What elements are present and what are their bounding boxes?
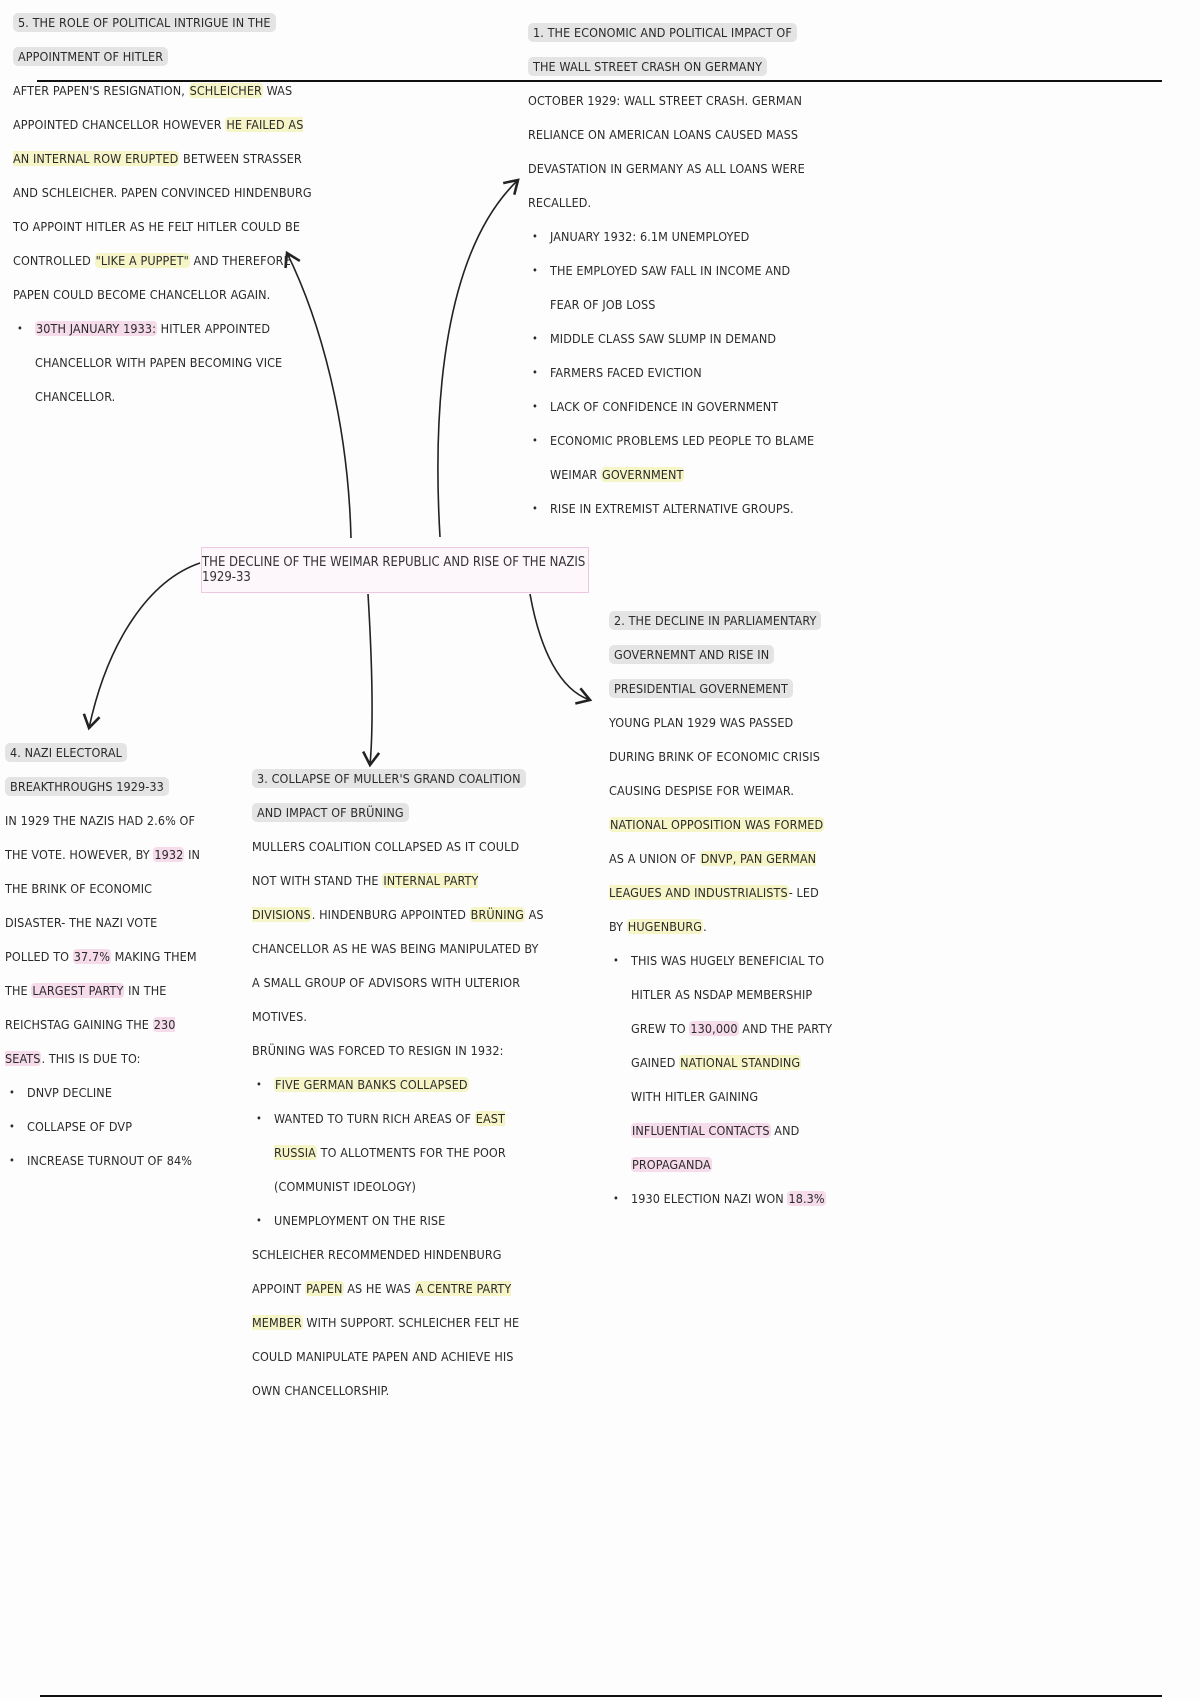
section-5-bullets bbox=[13, 312, 313, 414]
list-item: • MIDDLE CLASS SAW SLUMP IN DEMAND bbox=[528, 322, 818, 356]
section-4-body: IN 1929 THE NAZIS HAD 2.6% OF THE VOTE. HOWEVER, BY 1932 IN THE BRINK OF ECONOMIC DISASTER- THE NAZI VOTE POLLED TO 37.7% MAKING THEM THE LARGEST PARTY IN THE REICHSTAG GAINING THE 230 SEATS. THIS IS DUE TO: bbox=[5, 813, 201, 1066]
list-item: • RISE IN EXTREMIST ALTERNATIVE GROUPS. bbox=[528, 492, 818, 526]
section-3-title: 3. COLLAPSE OF MULLER'S GRAND COALITION AND IMPACT OF BRÜNING bbox=[252, 762, 544, 830]
section-1-title: 1. THE ECONOMIC AND POLITICAL IMPACT OF THE WALL STREET CRASH ON GERMANY bbox=[528, 16, 818, 84]
section-4-bullets bbox=[5, 1076, 205, 1178]
section-4-title: 4. NAZI ELECTORAL BREAKTHROUGHS 1929-33 bbox=[5, 736, 205, 804]
arrow-to-section-2 bbox=[530, 594, 590, 700]
arrow-to-section-4 bbox=[89, 563, 200, 728]
section-2-block bbox=[609, 604, 835, 1216]
section-3-bullets bbox=[252, 1068, 544, 1238]
section-3-para-3: SCHLEICHER RECOMMENDED HINDENBURG APPOINT PAPEN AS HE WAS A CENTRE PARTY MEMBER WITH SUPPORT. SCHLEICHER FELT HE COULD MANIPULATE PAPEN AND ACHIEVE HIS OWN CHANCELLORSHIP. bbox=[252, 1247, 520, 1398]
section-2-body: YOUNG PLAN 1929 WAS PASSED DURING BRINK OF ECONOMIC CRISIS CAUSING DESPISE FOR WEIMAR. NATIONAL OPPOSITION WAS FORMED AS A UNION OF DNVP, PAN GERMAN LEAGUES AND INDUSTRIALISTS- LED BY HUGENBURG. bbox=[609, 715, 824, 934]
section-4-block bbox=[5, 736, 205, 1178]
section-2-title: 2. THE DECLINE IN PARLIAMENTARY GOVERNEMNT AND RISE IN PRESIDENTIAL GOVERNEMENT bbox=[609, 604, 835, 706]
list-item: • THIS WAS HUGELY BENEFICIAL TO HITLER AS NSDAP MEMBERSHIP GREW TO 130,000 AND THE PARTY GAINED NATIONAL STANDING WITH HITLER GAINING INFLUENTIAL CONTACTS AND PROPAGANDA bbox=[609, 944, 835, 1182]
section-1-intro: OCTOBER 1929: WALL STREET CRASH. GERMAN RELIANCE ON AMERICAN LOANS CAUSED MASS DEVASTATION IN GERMANY AS ALL LOANS WERE RECALLED. bbox=[528, 93, 805, 210]
list-item: • THE EMPLOYED SAW FALL IN INCOME AND FEAR OF JOB LOSS bbox=[528, 254, 818, 322]
section-3-para-1: MULLERS COALITION COLLAPSED AS IT COULD NOT WITH STAND THE INTERNAL PARTY DIVISIONS. HINDENBURG APPOINTED BRÜNING AS CHANCELLOR AS HE WAS BEING MANIPULATED BY A SMALL GROUP OF ADVISORS WITH ULTERIOR MOTIVES. bbox=[252, 839, 544, 1024]
list-item: • LACK OF CONFIDENCE IN GOVERNMENT bbox=[528, 390, 818, 424]
section-1-block bbox=[528, 16, 818, 526]
list-item: • ECONOMIC PROBLEMS LED PEOPLE TO BLAME WEIMAR GOVERNMENT bbox=[528, 424, 818, 492]
central-topic-label: THE DECLINE OF THE WEIMAR REPUBLIC AND RISE OF THE NAZIS 1929-33 bbox=[202, 555, 586, 585]
section-5-block bbox=[13, 6, 313, 414]
section-5-body: AFTER PAPEN'S RESIGNATION, SCHLEICHER WAS APPOINTED CHANCELLOR HOWEVER HE FAILED AS AN INTERNAL ROW ERUPTED BETWEEN STRASSER AND SCHLEICHER. PAPEN CONVINCED HINDENBURG TO APPOINT HITLER AS HE FELT HITLER COULD BE CONTROLLED "LIKE A PUPPET" AND THEREFORE PAPEN COULD BECOME CHANCELLOR AGAIN. bbox=[13, 83, 312, 302]
section-3-para-2: BRÜNING WAS FORCED TO RESIGN IN 1932: bbox=[252, 1043, 504, 1058]
section-5-title: 5. THE ROLE OF POLITICAL INTRIGUE IN THE APPOINTMENT OF HITLER bbox=[13, 6, 313, 74]
list-item: • UNEMPLOYMENT ON THE RISE bbox=[252, 1204, 544, 1238]
list-item: • WANTED TO TURN RICH AREAS OF EAST RUSSIA TO ALLOTMENTS FOR THE POOR (COMMUNIST IDEOLOGY) bbox=[252, 1102, 544, 1204]
section-2-bullets bbox=[609, 944, 835, 1216]
list-item: • FIVE GERMAN BANKS COLLAPSED bbox=[252, 1068, 544, 1102]
central-topic bbox=[201, 547, 589, 593]
section-1-bullets bbox=[528, 220, 818, 526]
list-item: • 1930 ELECTION NAZI WON 18.3% bbox=[609, 1182, 835, 1216]
list-item: • COLLAPSE OF DVP bbox=[5, 1110, 205, 1144]
arrow-to-section-1 bbox=[438, 180, 518, 537]
list-item: • 30TH JANUARY 1933: HITLER APPOINTED CHANCELLOR WITH PAPEN BECOMING VICE CHANCELLOR. bbox=[13, 312, 313, 414]
arrow-to-section-3 bbox=[368, 594, 372, 765]
list-item: • INCREASE TURNOUT OF 84% bbox=[5, 1144, 205, 1178]
list-item: • FARMERS FACED EVICTION bbox=[528, 356, 818, 390]
section-3-block bbox=[252, 762, 544, 1408]
list-item: • DNVP DECLINE bbox=[5, 1076, 205, 1110]
list-item: • JANUARY 1932: 6.1M UNEMPLOYED bbox=[528, 220, 818, 254]
